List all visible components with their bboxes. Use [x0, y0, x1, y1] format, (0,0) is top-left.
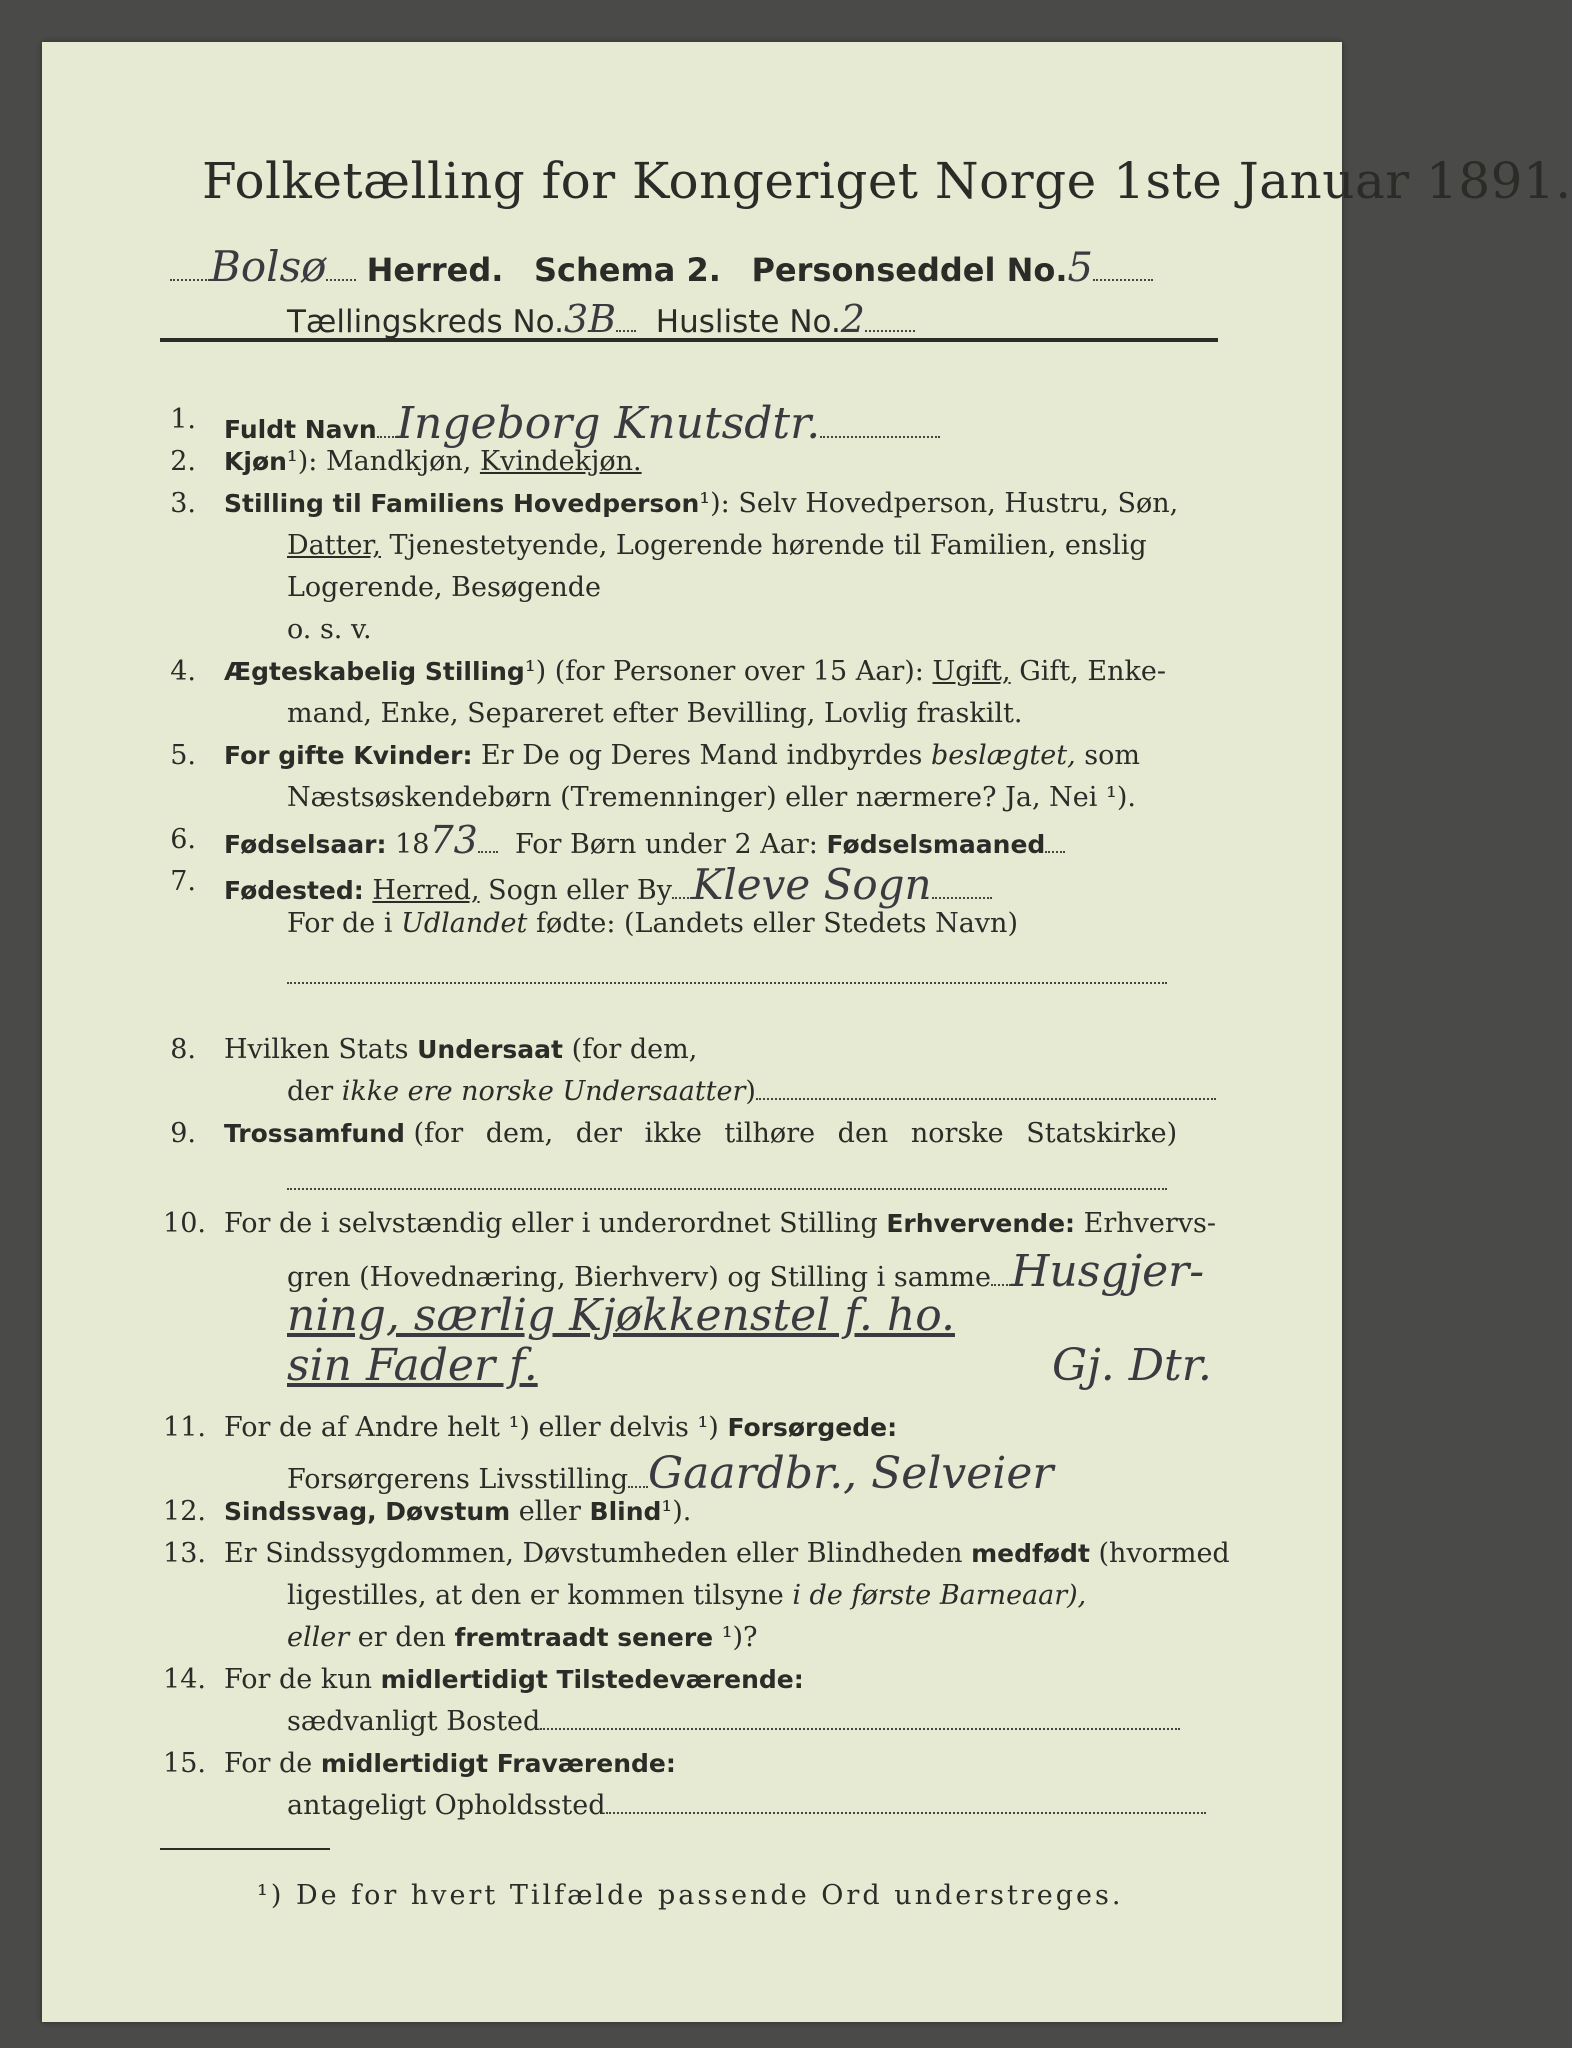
- item-7-line-2: [287, 908, 1018, 939]
- item-3: [224, 488, 1178, 519]
- congenital-text-5: eller: [287, 1622, 350, 1653]
- citizenship-text-2: (for dem,: [571, 1034, 698, 1065]
- congenital-text-1: Er Sindssygdommen, Døvstumheden eller Blindheden: [224, 1538, 963, 1569]
- sex-selected: Kvindekjøn.: [479, 446, 642, 477]
- temporary-present-label: midlertidigt Tilstedeværende:: [380, 1665, 804, 1694]
- occupation-text-3: gren (Hovednæring, Bierhverv) og Stilling i samme: [287, 1262, 992, 1293]
- marital-status-options-2: mand, Enke, Separeret efter Bevilling, Lovlig fraskilt.: [287, 698, 1023, 729]
- marital-status-selected: Ugift,: [932, 656, 1011, 687]
- item-13-line-2: [287, 1580, 1086, 1611]
- disability-label-1: Sindssvag, Døvstum: [224, 1497, 511, 1526]
- disability-label-2: Blind: [589, 1497, 662, 1526]
- occupation-text-1: For de i selvstændig eller i underordnet Stilling: [224, 1208, 878, 1239]
- religion-text: (for dem, der ikke tilhøre den norske Statskirke): [413, 1118, 1178, 1149]
- religion-fill-line: [287, 1166, 1167, 1197]
- provided-label: Forsørgede:: [727, 1413, 898, 1442]
- item-6-number: 6.: [170, 824, 196, 855]
- marital-status-options: Gift, Enke-: [1019, 656, 1166, 687]
- occupation-value-3: sin Fader f.: [287, 1340, 538, 1391]
- birthplace-label: Fødested:: [224, 876, 364, 905]
- herred-value: Bolsø: [210, 242, 327, 291]
- abroad-fill-line: [287, 960, 1167, 991]
- congenital-label: medfødt: [971, 1539, 1090, 1568]
- item-15-number: 15.: [163, 1748, 206, 1779]
- congenital-text-2: (hvormed: [1098, 1538, 1230, 1569]
- sex-label: Kjøn: [224, 447, 287, 476]
- family-position-options-1: ¹): Selv Hovedperson, Hustru, Søn,: [699, 488, 1179, 519]
- schema-label: Schema 2.: [533, 251, 721, 289]
- item-4-number: 4.: [170, 656, 196, 687]
- item-2: [224, 446, 642, 477]
- family-position-label: Stilling til Familiens Hovedperson: [224, 489, 700, 518]
- item-7: [224, 860, 992, 909]
- congenital-text-4: i de første Barneaar),: [792, 1580, 1087, 1611]
- header-line-2: [170, 242, 1153, 291]
- item-8: [224, 1034, 697, 1065]
- expected-location-label: antageligt Opholdssted: [287, 1790, 606, 1821]
- item-11-line-2: [287, 1448, 1053, 1499]
- temporary-present-text: For de kun: [224, 1664, 372, 1695]
- item-10-number: 10.: [163, 1208, 206, 1239]
- item-13: [224, 1538, 1230, 1569]
- full-name-label: Fuldt Navn: [224, 415, 377, 444]
- item-8-line-2: [287, 1076, 1216, 1107]
- husliste-value: 2: [840, 297, 865, 341]
- header-line-3: [287, 297, 915, 341]
- citizenship-text-4: ikke ere norske Undersaatter: [341, 1076, 746, 1107]
- item-9: [224, 1118, 1177, 1149]
- provided-text: For de af Andre helt ¹) eller delvis ¹): [224, 1412, 719, 1443]
- census-form: [42, 42, 1572, 2022]
- husliste-label: Husliste No.: [655, 304, 841, 340]
- birthplace-herred: Herred,: [372, 875, 480, 906]
- provider-occupation-value: Gaardbr., Selveier: [648, 1448, 1054, 1499]
- married-women-label: For gifte Kvinder:: [224, 741, 473, 770]
- disability-or: eller: [518, 1496, 581, 1527]
- birth-year-label: Fødselsaar:: [224, 830, 387, 859]
- usual-residence-label: sædvanligt Bosted: [287, 1706, 541, 1737]
- abroad-text-1: For de i: [287, 908, 393, 939]
- item-9-number: 9.: [170, 1118, 196, 1149]
- congenital-later-label: fremtraadt senere: [454, 1623, 714, 1652]
- item-10-line-4: [287, 1340, 538, 1391]
- birthplace-value: Kleve Sogn: [691, 860, 932, 909]
- full-name-value: Ingeborg Knutsdtr.: [396, 398, 821, 449]
- birth-month-label: Fødselsmaaned: [826, 830, 1046, 859]
- abroad-text-2: Udlandet: [401, 908, 528, 939]
- expected-location-fill: [606, 1812, 1206, 1814]
- form-title: Folketælling for Kongeriget Norge 1ste Januar 1891.: [202, 152, 1572, 210]
- item-13-number: 13.: [163, 1538, 206, 1569]
- family-position-options-4: o. s. v.: [287, 614, 372, 645]
- occupation-label: Erhvervende:: [886, 1209, 1076, 1238]
- item-10: [224, 1208, 1216, 1239]
- item-7-number: 7.: [170, 866, 196, 897]
- occupation-value-1: Husgjer-: [1011, 1246, 1205, 1297]
- item-15-line-2: [287, 1790, 1206, 1821]
- item-10-line-3: [287, 1290, 955, 1341]
- item-3-line-2: [287, 530, 1147, 561]
- citizenship-text-3: der: [287, 1076, 334, 1107]
- footnote-rule: [160, 1848, 330, 1850]
- family-position-options-2: Tjenestetyende, Logerende hørende til Familien, enslig: [389, 530, 1147, 561]
- item-5: [224, 740, 1140, 771]
- item-15: [224, 1748, 676, 1779]
- item-14-line-2: [287, 1706, 1180, 1737]
- occupation-value-4: Gj. Dtr.: [1052, 1340, 1212, 1391]
- temporary-absent-text: For de: [224, 1748, 313, 1779]
- citizenship-text-1: Hvilken Stats: [224, 1034, 409, 1065]
- item-14: [224, 1664, 804, 1695]
- temporary-absent-label: midlertidigt Fraværende:: [320, 1749, 676, 1778]
- sex-options: ¹): Mandkjøn,: [286, 446, 472, 477]
- item-12: [224, 1496, 691, 1527]
- item-8-number: 8.: [170, 1034, 196, 1065]
- birth-year-value: 73: [429, 818, 478, 862]
- citizenship-text-5: ): [745, 1076, 756, 1107]
- item-10-line-4-right: [1052, 1340, 1212, 1391]
- birth-year-prefix: 18: [395, 829, 430, 860]
- kreds-value: 3B: [563, 297, 617, 341]
- abroad-text-3: fødte: (Landets eller Stedets Navn): [535, 908, 1018, 939]
- occupation-value-2: ning, særlig Kjøkkenstel f. ho.: [287, 1290, 955, 1341]
- header-rule: [160, 338, 1218, 342]
- item-1: [224, 398, 940, 449]
- item-12-number: 12.: [163, 1496, 206, 1527]
- item-1-number: 1.: [170, 404, 196, 435]
- marital-status-label: Ægteskabelig Stilling: [224, 657, 525, 686]
- item-6: [224, 818, 1065, 862]
- congenital-footnote: ¹)?: [721, 1622, 758, 1653]
- item-4: [224, 656, 1166, 687]
- congenital-text-6: er den: [357, 1622, 446, 1653]
- footnote: ¹) De for hvert Tilfælde passende Ord understreges.: [257, 1880, 1124, 1911]
- occupation-text-2: Erhvervs-: [1083, 1208, 1217, 1239]
- personseddel-label: Personseddel No.: [751, 251, 1068, 289]
- married-women-som: som: [1084, 740, 1140, 771]
- item-13-line-3: [287, 1622, 758, 1653]
- kreds-label: Tællingskreds No.: [287, 304, 564, 340]
- married-women-text-2: Næstsøskendebørn (Tremenninger) eller nærmere? Ja, Nei ¹).: [287, 782, 1136, 813]
- birthplace-options: Sogn eller By: [488, 875, 672, 906]
- family-position-options-3: Logerende, Besøgende: [287, 572, 601, 603]
- item-11: [224, 1412, 897, 1443]
- birth-month-note: For Børn under 2 Aar:: [514, 829, 818, 860]
- marital-status-text: ¹) (for Personer over 15 Aar):: [524, 656, 924, 687]
- item-14-number: 14.: [163, 1664, 206, 1695]
- personseddel-value: 5: [1067, 245, 1093, 291]
- congenital-text-3: ligestilles, at den er kommen tilsyne: [287, 1580, 784, 1611]
- item-2-number: 2.: [170, 446, 196, 477]
- citizenship-label: Undersaat: [417, 1035, 563, 1064]
- religion-label: Trossamfund: [224, 1119, 405, 1148]
- item-3-number: 3.: [170, 488, 196, 519]
- disability-footnote: ¹).: [661, 1496, 692, 1527]
- item-5-number: 5.: [170, 740, 196, 771]
- family-position-selected: Datter,: [287, 530, 381, 561]
- married-women-text: Er De og Deres Mand indbyrdes: [481, 740, 923, 771]
- provider-occupation-label: Forsørgerens Livsstilling: [287, 1464, 629, 1495]
- married-women-related: beslægtet,: [930, 740, 1076, 771]
- herred-label: Herred.: [366, 251, 504, 289]
- item-11-number: 11.: [163, 1412, 206, 1443]
